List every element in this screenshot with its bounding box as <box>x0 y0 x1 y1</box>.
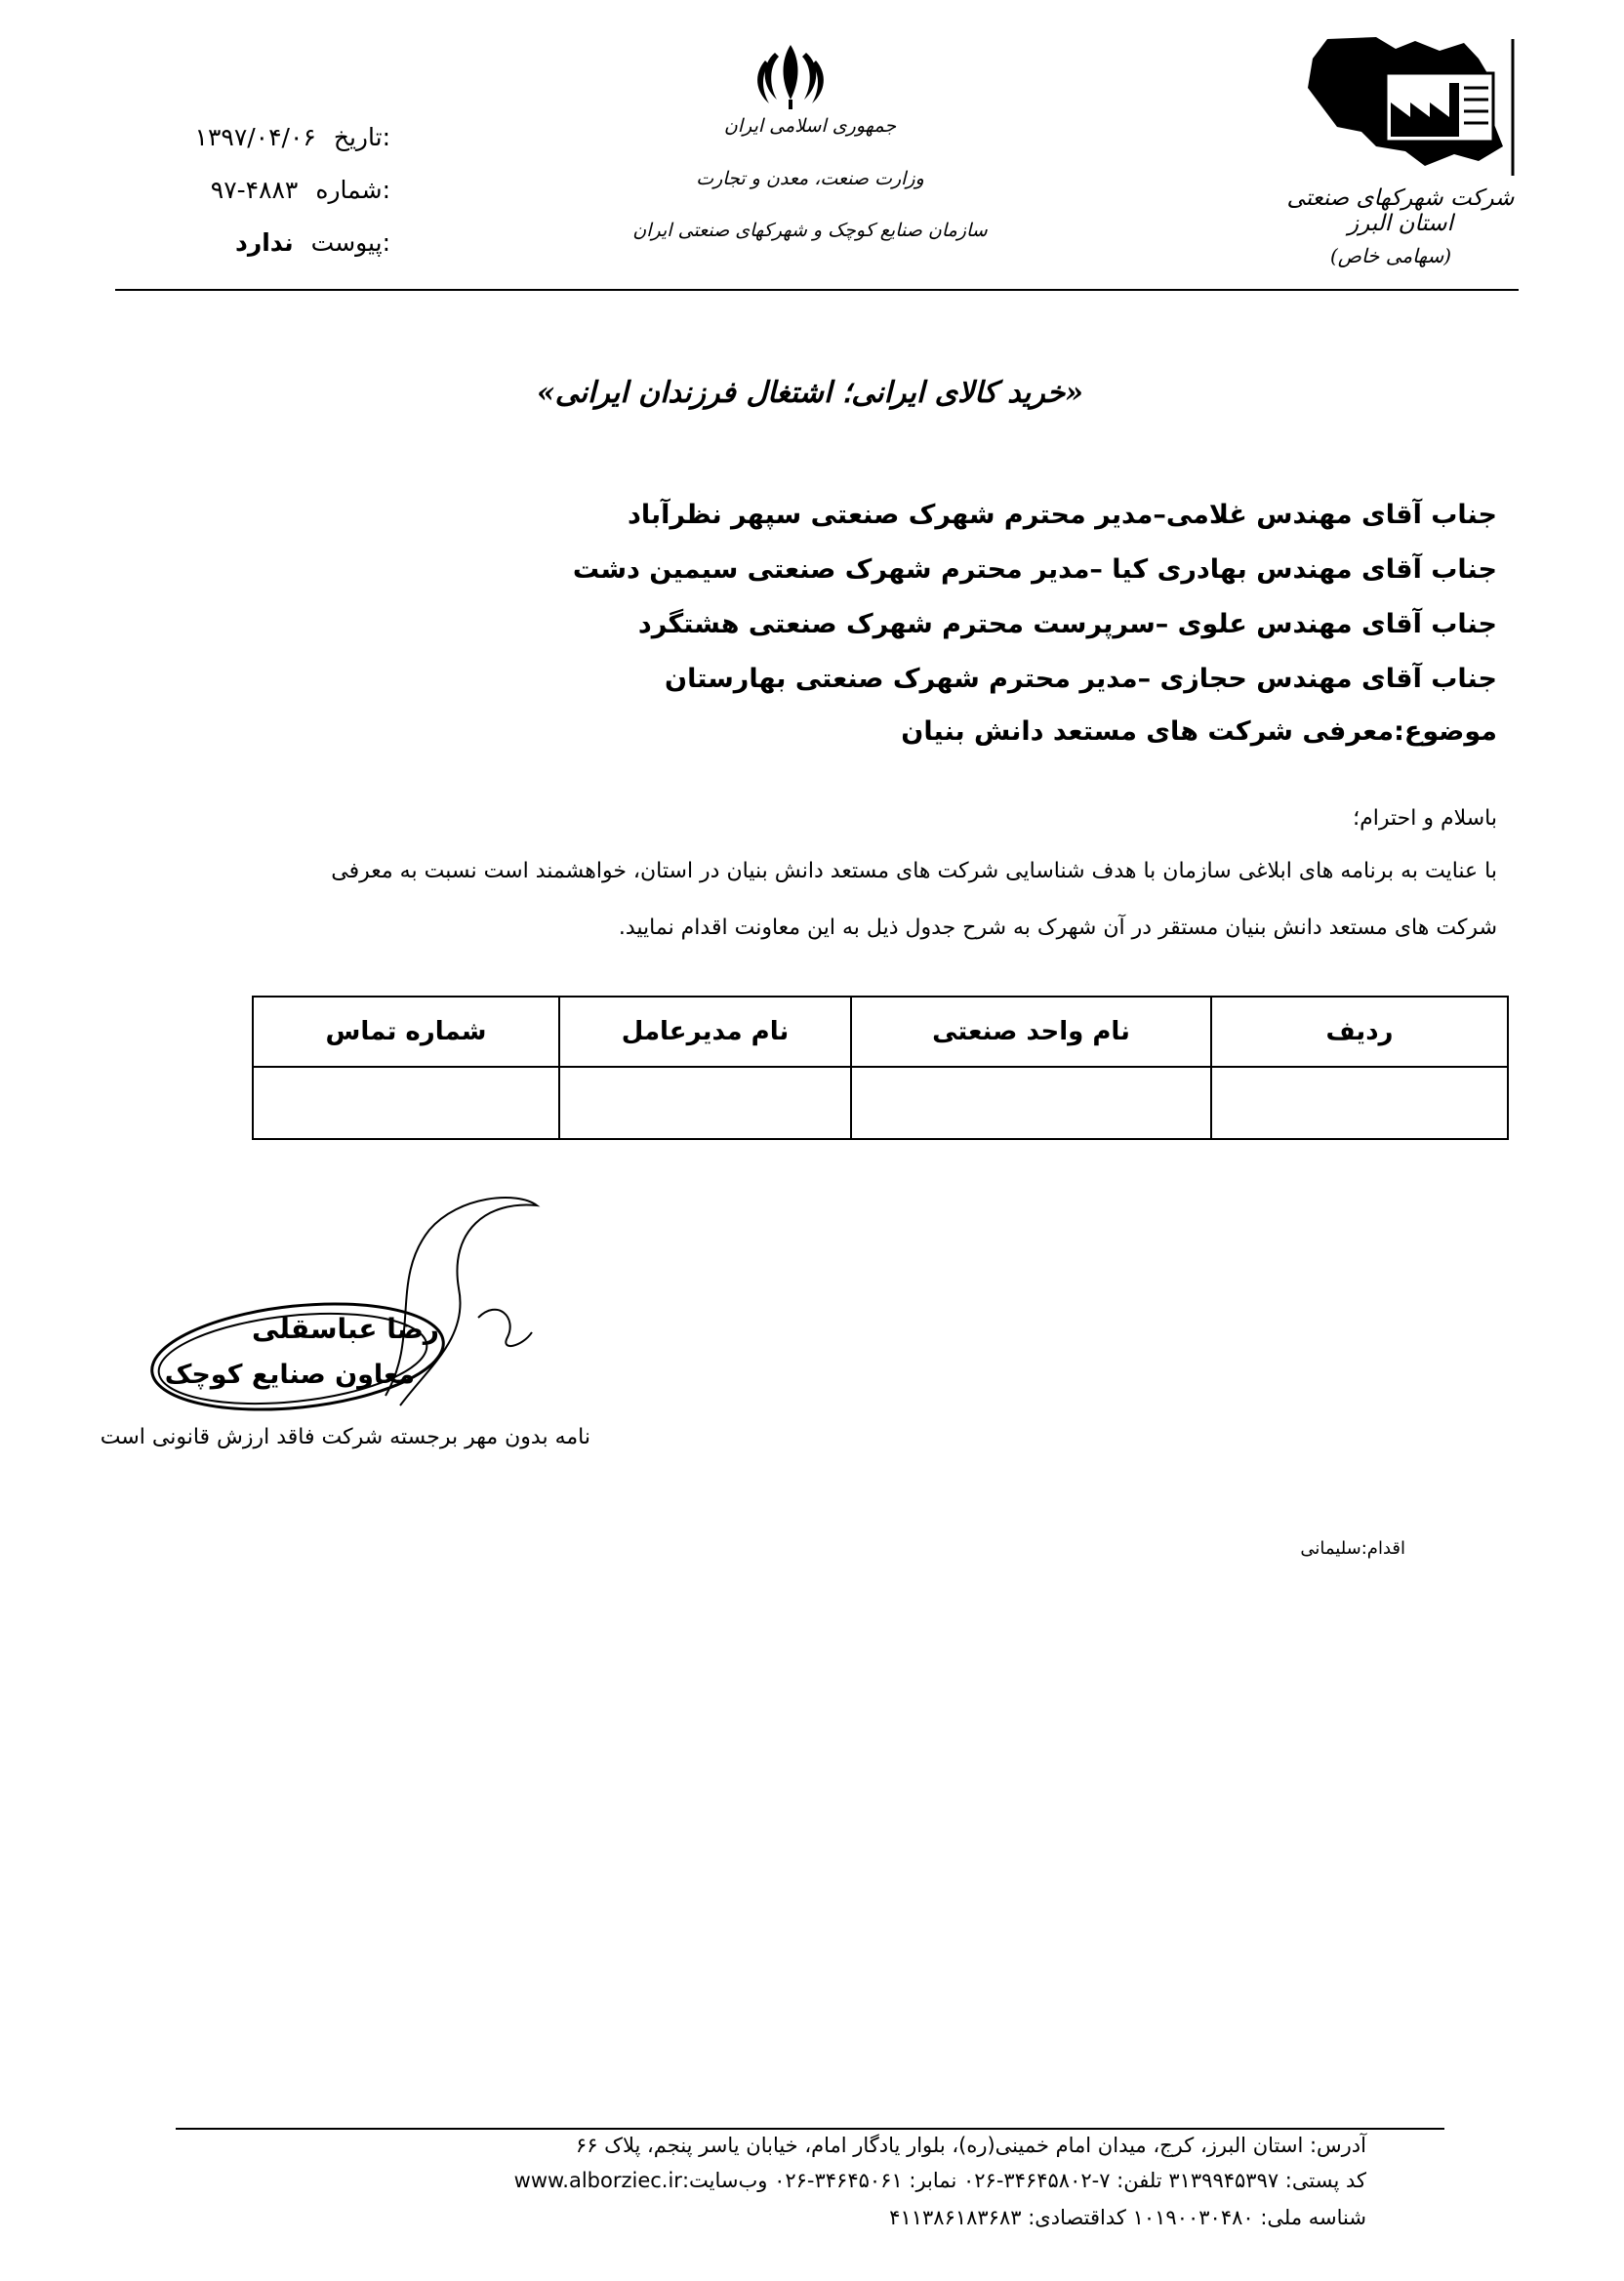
column-header-phone: شماره تماس <box>253 997 559 1067</box>
signer-title: معاون صنایع کوچک <box>164 1360 415 1390</box>
table-cell <box>559 1067 851 1139</box>
table-cell <box>253 1067 559 1139</box>
stamp-validity-note: نامه بدون مهر برجسته شرکت فاقد ارزش قانونی است <box>100 1425 590 1449</box>
table-row <box>253 1067 1508 1139</box>
footer-divider <box>176 2128 1444 2130</box>
addressee-line: جناب آقای مهندس علوی –سرپرست محترم شهرک صنعتی هشتگرد <box>637 609 1497 639</box>
addressee-line: جناب آقای مهندس حجازی –مدیر محترم شهرک صنعتی بهارستان <box>665 664 1497 694</box>
footer-ids: شناسه ملی: ۱۰۱۹۰۰۳۰۴۸۰ کداقتصادی: ۴۱۱۳۸۶۱۸۳۶۸۳ <box>889 2206 1366 2229</box>
signer-name: رضا عباسقلی <box>252 1313 439 1345</box>
greeting: باسلام و احترام؛ <box>1353 806 1497 831</box>
letter-date <box>117 115 390 158</box>
number-value: ۹۷-۴۸۸۳ <box>210 175 299 204</box>
body-paragraph: با عنایت به برنامه های ابلاغی سازمان با هدف شناسایی شرکت های مستعد دانش بنیان در استان، خواهشمند است نسبت به معرفی <box>331 859 1497 883</box>
addressee-line: جناب آقای مهندس بهادری کیا –مدیر محترم شهرک صنعتی سیمین دشت <box>572 554 1497 585</box>
attachment-value: ندارد <box>235 227 294 257</box>
header-divider <box>115 289 1519 291</box>
number-label: شماره: <box>315 175 390 204</box>
date-label: تاریخ: <box>333 122 390 151</box>
republic-title: جمهوری اسلامی ایران <box>723 115 897 137</box>
addressee-line: جناب آقای مهندس غلامی–مدیر محترم شهرک صنعتی سپهر نظرآباد <box>627 500 1497 530</box>
table-header-row <box>253 997 1508 1067</box>
date-value: ۱۳۹۷/۰۴/۰۶ <box>194 122 316 151</box>
slogan: «خرید کالای ایرانی؛ اشتغال فرزندان ایرانی» <box>536 376 1084 410</box>
company-type: (سهامی خاص) <box>1329 244 1452 267</box>
organization-title: سازمان صنایع کوچک و شهرکهای صنعتی ایران <box>632 220 988 241</box>
column-header-row-number: ردیف <box>1211 997 1508 1067</box>
footer-address: آدرس: استان البرز، کرج، میدان امام خمینی(ره)، بلوار یادگار امام، خیابان یاسر پنجم، پلاک ۶۶ <box>575 2134 1366 2157</box>
action-by: اقدام:سلیمانی <box>1300 1538 1405 1559</box>
footer-contact: کد پستی: ۳۱۳۹۹۴۵۳۹۷ تلفن: ۷-۳۴۶۴۵۸۰۲-۰۲۶ نمابر: ۳۴۶۴۵۰۶۱-۰۲۶ وب‌سایت:www.alborziec.ir <box>513 2169 1366 2192</box>
emblem-icon <box>751 41 830 111</box>
attachment-label: پیوست: <box>310 227 390 257</box>
table-cell <box>1211 1067 1508 1139</box>
column-header-unit-name: نام واحد صنعتی <box>851 997 1211 1067</box>
table-cell <box>851 1067 1211 1139</box>
column-header-ceo-name: نام مدیرعامل <box>559 997 851 1067</box>
company-logo <box>1269 29 1532 273</box>
iran-map-factory-icon <box>1269 29 1532 185</box>
letter-number <box>117 168 390 211</box>
companies-table <box>252 996 1509 1140</box>
ministry-title: وزارت صنعت، معدن و تجارت <box>696 168 924 189</box>
letter-subject: موضوع:معرفی شرکت های مستعد دانش بنیان <box>901 716 1497 747</box>
body-paragraph: شرکت های مستعد دانش بنیان مستقر در آن شهرک به شرح جدول ذیل به این معاونت اقدام نمایید. <box>618 916 1497 940</box>
company-name: شرکت شهرکهای صنعتی استان البرز <box>1286 185 1515 236</box>
letter-attachment <box>117 221 390 264</box>
